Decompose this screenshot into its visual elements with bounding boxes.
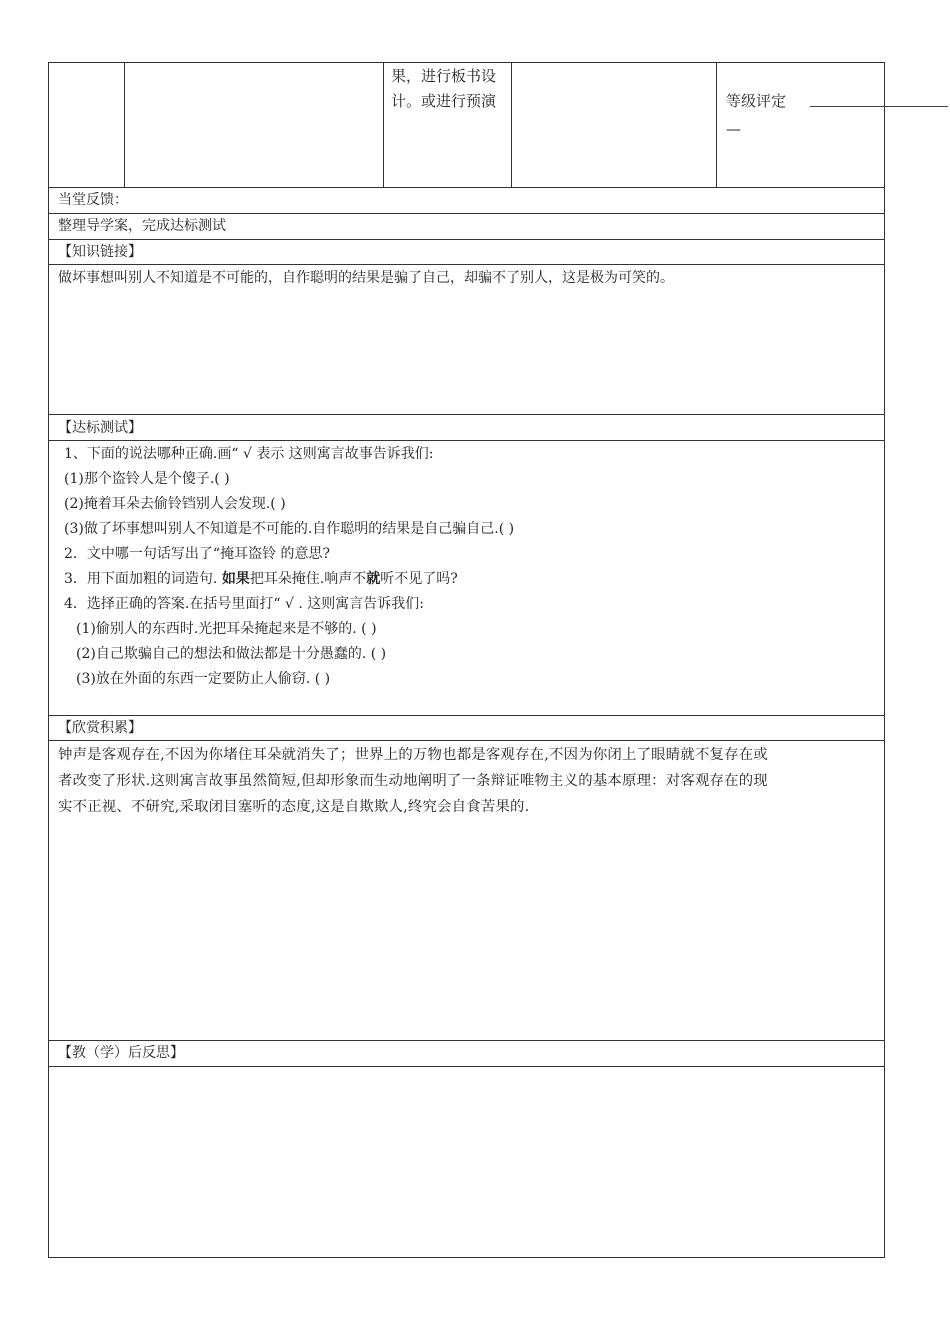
divider — [48, 1040, 885, 1041]
border-left — [48, 62, 49, 1258]
cell-divider — [383, 62, 384, 187]
feedback-label: 当堂反馈： — [58, 192, 128, 208]
test-option-1b: (2)掩着耳朵去偷铃铛别人会发现.( ) — [64, 496, 286, 512]
top-cell-text-line1: 果，进行板书设 — [391, 67, 497, 85]
divider — [48, 715, 885, 716]
cell-divider — [716, 62, 717, 187]
appreciation-line-1: 钟声是客观存在,不因为你堵住耳朵就消失了；世界上的万物也都是客观存在,不因为你闭上了眼睛就不复存在或 — [58, 747, 768, 763]
divider — [48, 740, 885, 741]
q3-suffix: 听不见了吗? — [380, 571, 458, 587]
q3-prefix: 3．用下面加粗的词造句. — [64, 571, 222, 587]
divider — [48, 1066, 885, 1067]
border-right — [884, 62, 885, 1258]
grade-label: 等级评定 — [726, 92, 787, 110]
test-option-4c: (3)放在外面的东西一定要防止人偷窃. ( ) — [76, 671, 331, 687]
reflection-header: 【教（学）后反思】 — [58, 1045, 184, 1061]
divider — [48, 187, 885, 188]
top-cell-text-line2: 计。或进行预演 — [391, 92, 497, 110]
appreciation-header: 【欣赏积累】 — [58, 720, 142, 736]
test-question-1: 1、下面的说法哪种正确.画“ √ 表示 这则寓言故事告诉我们: — [64, 446, 434, 462]
knowledge-header: 【知识链接】 — [58, 244, 142, 260]
grade-blank-line — [810, 106, 948, 107]
test-question-3 — [64, 569, 458, 589]
test-option-1a: (1)那个盗铃人是个傻子.( ) — [64, 471, 230, 487]
divider — [48, 414, 885, 415]
feedback-text: 整理导学案，完成达标测试 — [58, 218, 226, 234]
grade-dash: — — [726, 120, 741, 138]
test-question-2: 2．文中哪一句话写出了“掩耳盗铃 的意思? — [64, 546, 331, 562]
test-option-4a: (1)偷别人的东西时.光把耳朵掩起来是不够的. ( ) — [76, 621, 377, 637]
divider — [48, 440, 885, 441]
cell-divider — [511, 62, 512, 187]
divider — [48, 264, 885, 265]
divider — [48, 239, 885, 240]
appreciation-line-2: 者改变了形状.这则寓言故事虽然简短,但却形象而生动地阐明了一条辩证唯物主义的基本原理：对客观存在的现 — [58, 773, 768, 789]
cell-divider — [124, 62, 125, 187]
test-option-4b: (2)自己欺骗自己的想法和做法都是十分愚蠢的. ( ) — [76, 646, 387, 662]
test-header: 【达标测试】 — [58, 420, 142, 436]
q3-mid: 把耳朵掩住.响声不 — [249, 571, 367, 587]
border-bottom — [48, 1257, 885, 1258]
border-top — [48, 62, 885, 63]
q3-bold-word-2: 就 — [366, 571, 381, 587]
knowledge-body: 做坏事想叫别人不知道是不可能的，自作聪明的结果是骗了自己，却骗不了别人，这是极为可笑的。 — [58, 270, 674, 286]
test-option-1c: (3)做了坏事想叫别人不知道是不可能的.自作聪明的结果是自己骗自己.( ) — [64, 521, 515, 537]
q3-bold-word-1: 如果 — [221, 571, 250, 587]
divider — [48, 213, 885, 214]
appreciation-line-3: 实不正视、不研究,采取闭目塞听的态度,这是自欺欺人,终究会自食苦果的. — [58, 799, 530, 815]
test-question-4: 4．选择正确的答案.在括号里面打“ √ . 这则寓言告诉我们: — [64, 596, 424, 612]
